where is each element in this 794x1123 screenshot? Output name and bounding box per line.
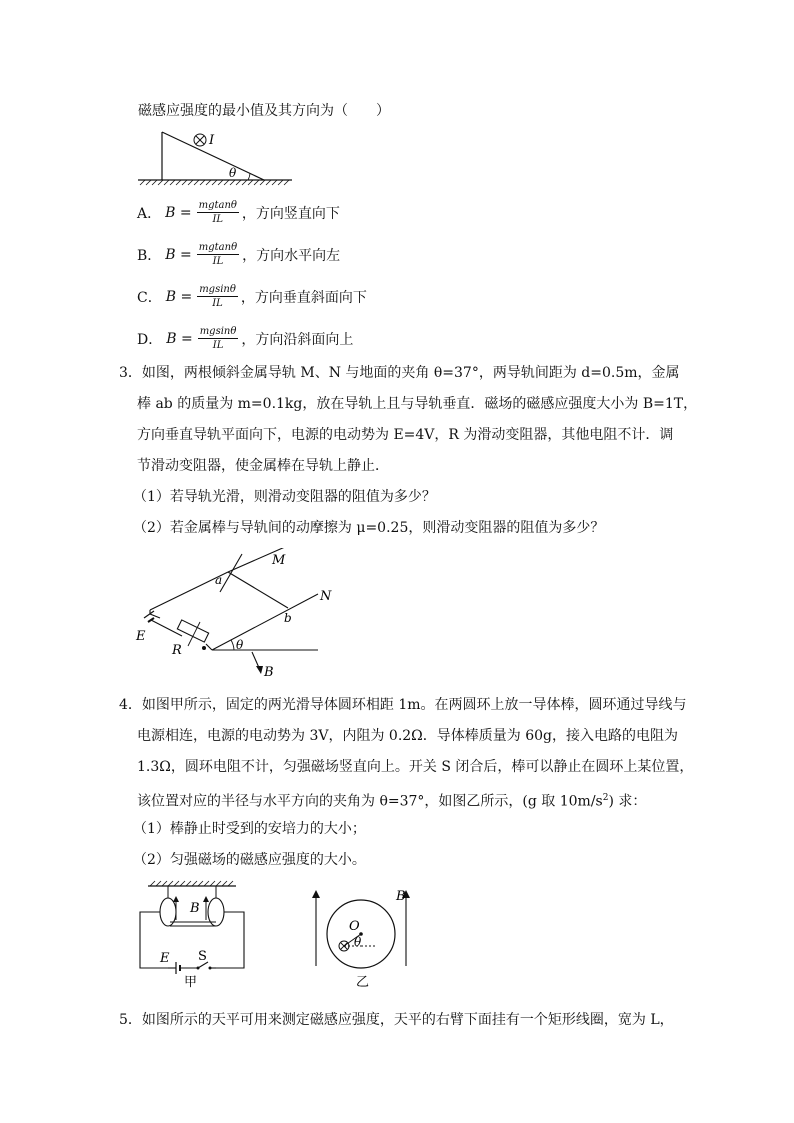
option-text: ，方向竖直向下 [241,205,340,222]
label-m: M [272,553,286,568]
rod-cross-icon [339,941,349,951]
label-e: E [136,629,146,644]
ground-hatching [140,180,289,185]
metal-rod-ab [220,554,242,592]
label-a: a [215,573,223,587]
wire-right [216,912,244,968]
option-lhs: B = [165,246,192,263]
caption-yi: 乙 [356,975,370,990]
label-theta: θ [354,935,362,949]
option-label: C． [137,289,162,306]
b-arrow-head [173,896,179,902]
wire-left [150,614,160,618]
option-fraction: $\frac{mgtan\theta}{IL}$ [198,200,237,225]
rail-n [212,594,318,650]
q5-line-1: 5．如图所示的天平可用来测定磁感应强度，天平的右臂下面挂有一个矩形线圈，宽为 L， [119,1012,674,1028]
q3-line-2: 棒 ab 的质量为 m=0.1kg，放在导轨上且与导轨垂直．磁场的磁感应强度大小为 B=1T， [137,396,698,412]
q2-option-c[interactable] [137,284,367,309]
option-lhs: B = [166,330,193,347]
q4-line-3: 1.3Ω，圆环电阻不计，匀强磁场竖直向上。开关 S 闭合后，棒可以静止在圆环上某位置， [137,759,694,775]
option-label: D． [137,331,163,348]
label-field-b: B [264,665,274,680]
option-label: B． [137,247,162,264]
q3-line-1: 3．如图，两根倾斜金属导轨 M、N 与地面的夹角 θ=37°，两导轨间距为 d=0.5m，金属 [119,365,680,381]
q4-line-1: 4．如图甲所示，固定的两光滑导体圆环相距 1m。在两圆环上放一导体棒，圆环通过导线与 [119,697,687,713]
angle-arc [231,640,234,650]
q4-sub-2: （2）匀强磁场的磁感应强度的大小。 [133,852,366,868]
q3-rails-figure [130,548,340,683]
q3-sub-1: （1）若导轨光滑，则滑动变阻器的阻值为多少？ [133,489,436,505]
label-b: b [284,611,292,625]
label-s: S [198,949,207,964]
label-r: R [172,643,182,658]
option-label: A． [137,205,162,222]
q2-incline-figure [136,128,296,186]
q3-sub-2: （2）若金属棒与导轨间的动摩擦为 μ=0.25，则滑动变阻器的阻值为多少？ [133,520,605,536]
resistor-box [177,620,208,642]
q4-sub-1: （1）棒静止时受到的安培力的大小； [133,821,366,837]
label-theta: θ [236,638,244,652]
option-fraction: $\frac{mgsin\theta}{IL}$ [199,284,236,309]
option-text: ，方向沿斜面向上 [241,331,354,348]
q2-option-d[interactable] [137,326,353,351]
ceiling-hatching [150,881,233,886]
caption-jia: 甲 [184,975,198,990]
label-n: N [320,589,332,604]
current-label: I [209,133,215,148]
q4-figure-yi [306,882,416,990]
angle-arc [248,173,250,180]
option-fraction: $\frac{mgtan\theta}{IL}$ [198,242,238,267]
label-o: O [349,919,360,934]
q4-figure-jia [132,880,250,990]
q2-stem-tail: 磁感应强度的最小值及其方向为（ ） [138,103,390,119]
label-b: B [190,901,200,916]
option-lhs: B = [165,204,192,221]
q4-line-2: 电源相连，电源的电动势为 3V，内阻为 0.2Ω．导体棒质量为 60g，接入电路的电阻为 [137,728,679,744]
b-arrow-head [203,896,209,902]
slider-contact [202,646,206,650]
label-e: E [160,951,170,966]
q4-line-4: 该位置对应的半径与水平方向的夹角为 θ=37°，如图乙所示，(g 取 $10m/s^2$) 求： [137,793,647,810]
angle-label: θ [229,166,237,180]
b-arrow-head-left [312,890,320,898]
option-text: ，方向垂直斜面向下 [240,289,367,306]
current-into-page-icon [194,134,206,146]
q2-option-a[interactable] [137,200,340,225]
rail-m-segment [228,572,288,608]
q3-line-3: 方向垂直导轨平面向下，电源的电动势为 E=4V，R 为滑动变阻器，其他电阻不计．调 [137,427,674,443]
q3-line-4: 节滑动变阻器，使金属棒在导轨上静止． [137,458,389,474]
option-lhs: B = [165,288,193,305]
label-b: B [396,889,406,904]
b-arrow-head [256,666,263,674]
q2-option-b[interactable] [137,242,340,267]
option-text: ，方向水平向左 [242,247,341,264]
option-fraction: $\frac{mgsin\theta}{IL}$ [199,326,237,351]
